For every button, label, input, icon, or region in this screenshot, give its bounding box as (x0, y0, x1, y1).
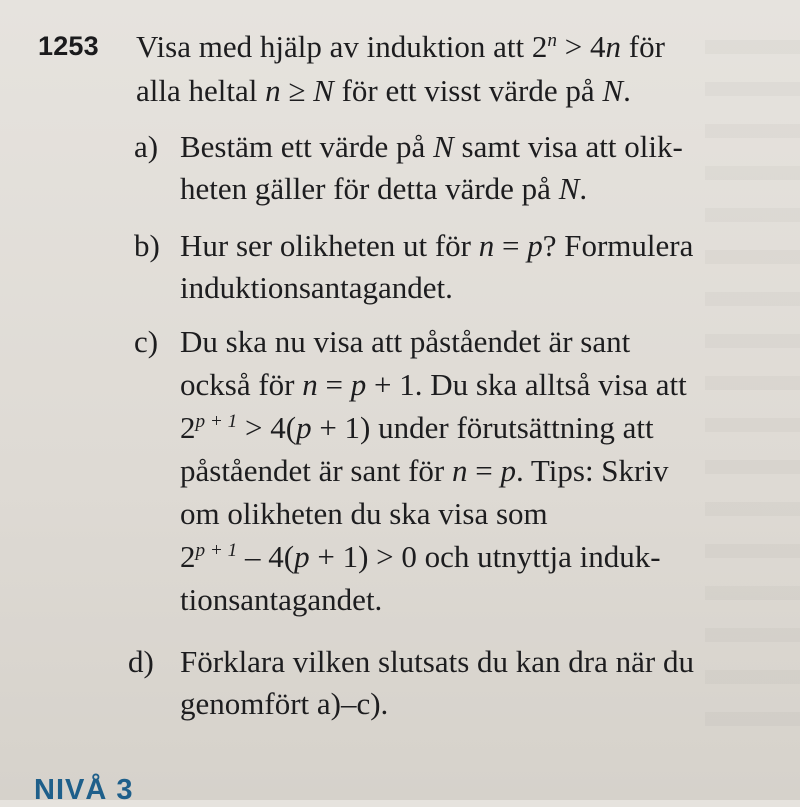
text: Förklara vilken slutsats du kan dra när du (180, 644, 694, 679)
part-a-label: a) (134, 129, 159, 164)
text: = (317, 367, 351, 402)
text: för (621, 29, 665, 64)
part-b-line-1 (180, 230, 693, 261)
level-heading: NIVÅ 3 (34, 774, 134, 806)
part-c-line-3 (180, 412, 654, 443)
text: . Tips: Skriv (515, 453, 669, 488)
text: tionsantagandet. (180, 582, 383, 617)
text: också för (180, 367, 303, 402)
text: = (467, 453, 501, 488)
math-var: N (313, 73, 334, 108)
text: genomfört a)–c). (180, 686, 389, 721)
part-c-line-1 (180, 326, 630, 357)
math-var: N (602, 73, 624, 108)
math-var: p (350, 367, 367, 402)
text: Hur ser olikheten ut för (180, 228, 479, 263)
text: induktionsantagandet. (180, 270, 453, 305)
text: alla heltal (136, 73, 266, 108)
text: + 1. Du ska alltså visa att (366, 367, 687, 402)
text: . (623, 73, 631, 108)
math-var: n (478, 228, 495, 263)
text: > 4 (557, 29, 606, 64)
text: ≥ (280, 73, 314, 108)
exponent: p + 1 (195, 540, 238, 562)
part-d-line-2 (180, 688, 388, 719)
text: Bestäm ett värde på (180, 129, 434, 164)
part-d-line-1 (180, 646, 694, 677)
text: . (579, 171, 588, 206)
math-var: N (433, 129, 454, 164)
math-var: p (294, 539, 310, 574)
math-var: n (265, 73, 281, 108)
part-c-line-2 (180, 369, 687, 400)
text: ? Formulera (542, 228, 694, 263)
math-var: p (527, 228, 543, 263)
text: = (494, 228, 528, 263)
text: – 4( (237, 539, 295, 574)
text: Visa med hjälp av induktion att 2 (136, 29, 548, 64)
text: 2 (180, 539, 196, 574)
text: om olikheten du ska visa som (180, 496, 548, 531)
part-c-line-5 (180, 498, 548, 529)
math-var: n (605, 29, 621, 64)
part-a-line-2 (180, 173, 587, 204)
text: påståendet är sant för (180, 453, 452, 488)
part-b-label: b) (134, 228, 160, 263)
math-var: p (296, 410, 312, 445)
exponent: n (547, 30, 558, 52)
text: för ett visst värde på (333, 73, 603, 108)
part-a-line-1 (180, 131, 683, 162)
part-c-line-7 (180, 584, 382, 615)
text: 2 (180, 410, 196, 445)
math-var: n (302, 367, 318, 402)
text: > 4( (237, 410, 297, 445)
math-var: N (558, 171, 580, 206)
part-c-line-4 (180, 455, 669, 486)
math-var: p (500, 453, 516, 488)
problem-number: 1253 (38, 31, 99, 61)
part-d-label: d) (128, 644, 154, 679)
exponent: p + 1 (195, 411, 238, 433)
text: heten gäller för detta värde på (180, 171, 559, 206)
text: + 1) > 0 och utnyttja induk- (309, 539, 661, 574)
part-c-label: c) (134, 324, 159, 359)
math-var: n (452, 453, 468, 488)
intro-line-1 (136, 31, 665, 62)
text: + 1) under förutsättning att (311, 410, 654, 445)
text: Du ska nu visa att påståendet är sant (180, 324, 631, 359)
part-b-line-2 (180, 272, 453, 303)
intro-line-2 (136, 75, 631, 106)
text: samt visa att olik- (453, 129, 683, 164)
part-c-line-6 (180, 541, 661, 572)
